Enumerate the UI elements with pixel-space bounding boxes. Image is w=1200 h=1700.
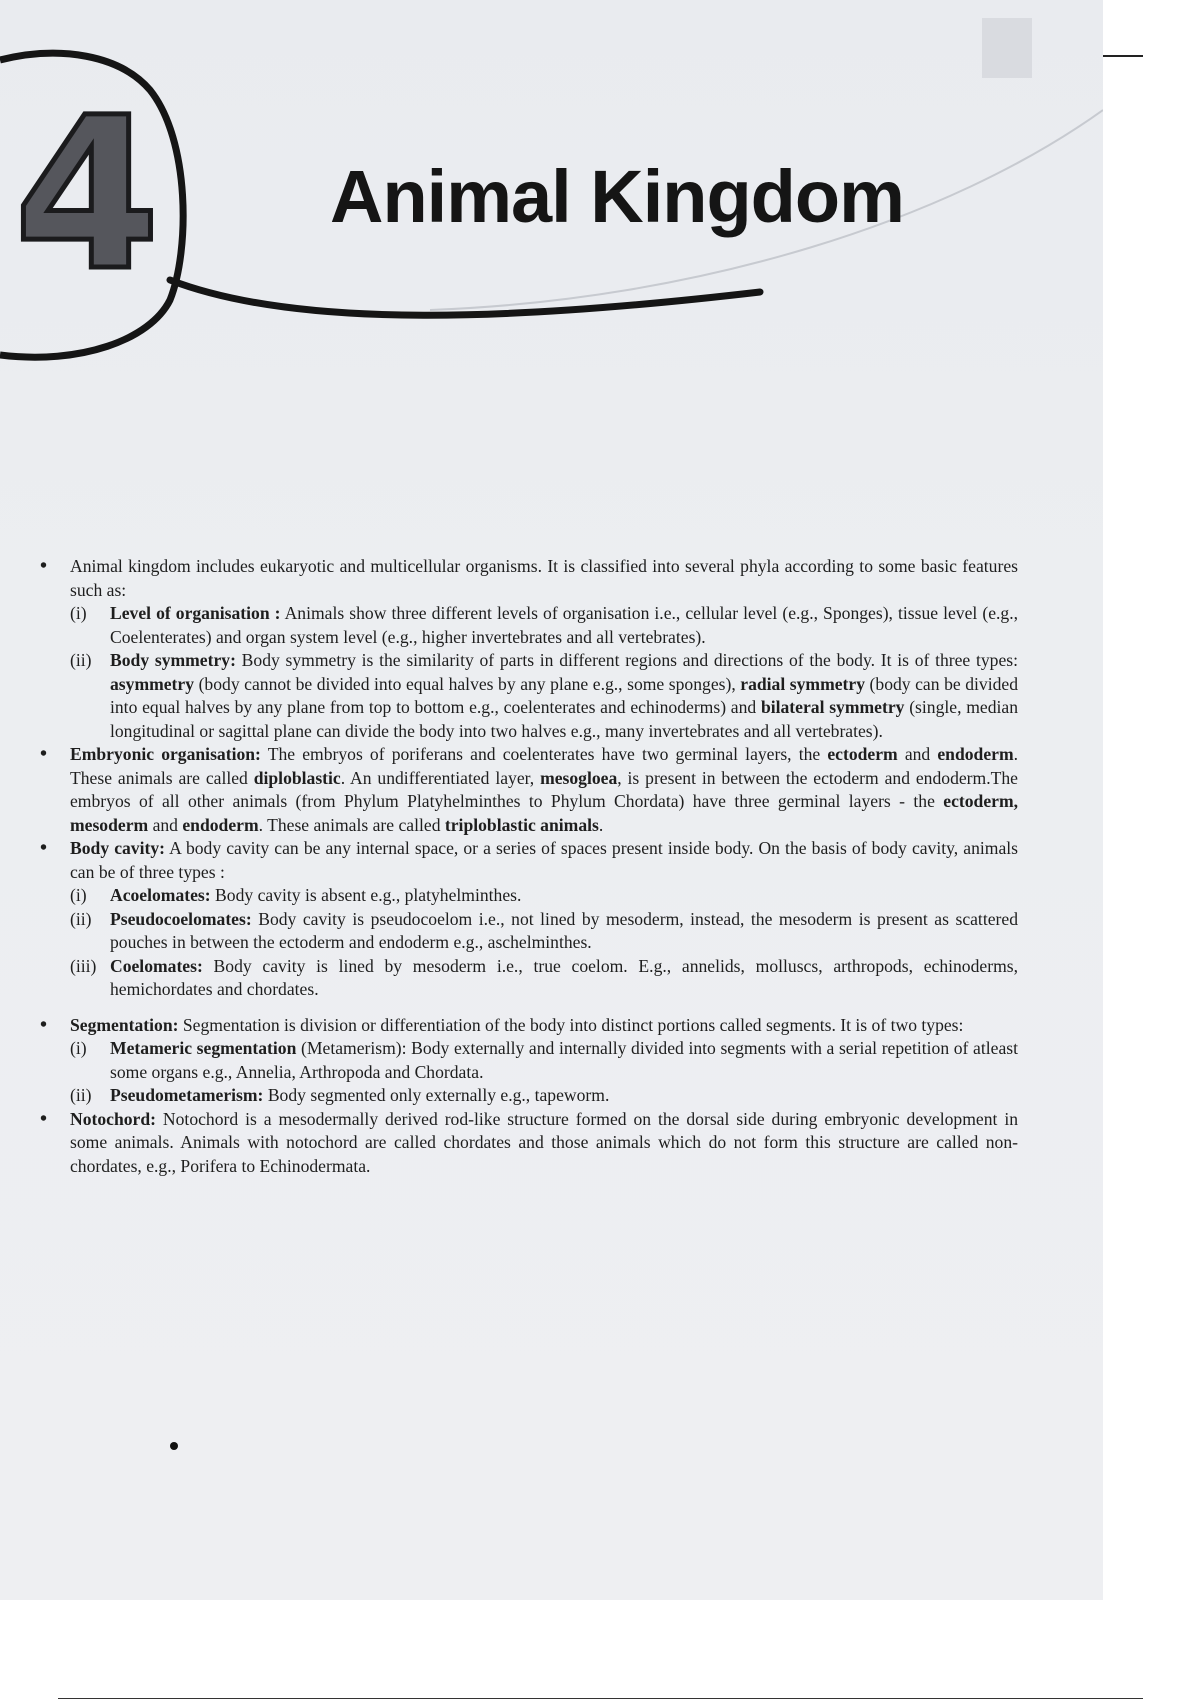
- term-embryonic-organisation: Embryonic organisation:: [70, 744, 261, 764]
- stray-ink-dot: [170, 1442, 178, 1450]
- sub-item-number: (ii): [70, 908, 92, 929]
- chapter-body: [40, 555, 1018, 1178]
- bullet-intro: [40, 555, 1018, 602]
- segmentation-text: Segmentation is division or differentiation of the body into distinct portions called segments. It is of two types:: [178, 1014, 964, 1035]
- sub-item-body-symmetry: [70, 649, 1018, 743]
- term-acoelomates: Acoelomates:: [110, 885, 211, 905]
- term-radial-symmetry: radial symmetry: [740, 673, 865, 694]
- text-coelomates: Body cavity is lined by mesoderm i.e., true coelom. E.g., annelids, molluscs, arthropods, echinoderms, hemichordates and chordates.: [110, 955, 1018, 999]
- sub-item-pseudometamerism: [70, 1084, 1018, 1108]
- bullet-notochord: [40, 1108, 1018, 1179]
- text-segment: and: [148, 814, 183, 835]
- text-segment: . These animals are called: [70, 744, 1018, 788]
- term-pseudocoelomates: Pseudocoelomates:: [110, 908, 252, 929]
- text-segment: The embryos of poriferans and coelenterates have two germinal layers, the: [260, 744, 828, 764]
- text-segment: Body symmetry is the similarity of parts in different regions and directions of the body. It is of three types:: [235, 650, 1018, 670]
- text-segment: and: [897, 744, 938, 764]
- term-body-symmetry: Body symmetry:: [110, 650, 236, 670]
- term-body-cavity: Body cavity:: [70, 838, 166, 858]
- sub-item-number: (i): [70, 1038, 87, 1058]
- sub-item-number: (i): [70, 885, 87, 905]
- sub-item-number: (i): [70, 603, 87, 623]
- notochord-text: Notochord is a mesodermally derived rod-like structure formed on the dorsal side during embryonic development in some animals. Animals with notochord are called chordates and those animals which do not form this structure are called non-chordates, e.g., Porifera to Echinodermata.: [70, 1108, 1018, 1176]
- sub-item-number: (ii): [70, 1085, 92, 1105]
- term-metameric-segmentation: Metameric segmentation: [110, 1038, 297, 1058]
- chapter-title: Animal Kingdom: [330, 155, 904, 238]
- term-endoderm: endoderm: [182, 814, 259, 835]
- bullet-segmentation: [40, 1014, 1018, 1038]
- term-bilateral-symmetry: bilateral symmetry: [760, 697, 905, 717]
- term-ectoderm: ectoderm: [827, 744, 898, 764]
- text-metameric-segmentation: (Metamerism): Body externally and internally divided into segments with a serial repetition of atleast some organs e.g., Annelia, Arthropoda and Chordata.: [110, 1038, 1018, 1082]
- sub-item-metameric-segmentation: [70, 1037, 1018, 1084]
- body-cavity-text: A body cavity can be any internal space, or a series of spaces present inside body. On the basis of body cavity, animals can be of three types :: [70, 838, 1018, 882]
- text-segment: (body cannot be divided into equal halves by any plane e.g., some sponges),: [194, 673, 741, 694]
- chapter-number: 4: [14, 72, 157, 317]
- term-pseudometamerism: Pseudometamerism:: [110, 1085, 264, 1105]
- text-level-of-organisation: Animals show three different levels of organisation i.e., cellular level (e.g., Sponges), tissue level (e.g., Coelenterates) and organ system level (e.g., higher invertebrates and all vertebrates).: [110, 603, 1018, 647]
- text-segment: . These animals are called: [258, 814, 445, 835]
- text-segment: .: [598, 814, 604, 835]
- bullet-icon: •: [40, 555, 48, 577]
- bullet-icon: •: [40, 743, 48, 765]
- sub-item-number: (iii): [70, 955, 97, 976]
- corner-tab-shape: [982, 18, 1032, 78]
- sub-item-level-of-organisation: [70, 602, 1018, 649]
- bullet-icon: •: [40, 1107, 48, 1130]
- bottom-rule: [58, 1698, 1143, 1699]
- text-segment: . An undifferentiated layer,: [340, 767, 541, 788]
- sub-item-number: (ii): [70, 650, 92, 670]
- text-pseudocoelomates: Body cavity is pseudocoelom i.e., not lined by mesoderm, instead, the mesoderm is present as scattered pouches in between the ectoderm and endoderm e.g., aschelminthes.: [110, 908, 1018, 952]
- bullet-icon: •: [40, 1013, 48, 1036]
- bullet-embryonic-organisation: [40, 743, 1018, 837]
- term-triploblastic-animals: triploblastic animals: [444, 814, 599, 835]
- text-segment: (single, median longitudinal or sagittal plane can divide the body into two halves e.g., many invertebrates and all vertebrates).: [110, 697, 1018, 741]
- term-mesogloea: mesogloea: [540, 767, 618, 788]
- text-pseudometamerism: Body segmented only externally e.g., tapeworm.: [263, 1085, 610, 1105]
- term-ectoderm-mesoderm: ectoderm, mesoderm: [70, 791, 1018, 835]
- text-segment: , is present in between the ectoderm and endoderm.The embryos of all other animals (from Phylum Platyhelminthes to Phylum Chordata) have three germinal layers - the: [70, 767, 1018, 811]
- term-notochord: Notochord:: [70, 1108, 157, 1129]
- bullet-icon: •: [40, 837, 48, 859]
- term-coelomates: Coelomates:: [110, 955, 203, 976]
- sub-item-coelomates: [70, 955, 1018, 1002]
- term-endoderm: endoderm: [937, 744, 1014, 764]
- text-segment: (body can be divided into equal halves by any plane from top to bottom e.g., coelenterates and echinoderms) and: [110, 673, 1018, 717]
- term-level-of-organisation: Level of organisation :: [110, 603, 281, 623]
- term-segmentation: Segmentation:: [70, 1014, 179, 1035]
- sub-item-acoelomates: [70, 884, 1018, 908]
- top-right-rule: [1103, 55, 1143, 57]
- intro-text: Animal kingdom includes eukaryotic and multicellular organisms. It is classified into several phyla according to some basic features such as:: [70, 556, 1018, 600]
- bullet-body-cavity: [40, 837, 1018, 884]
- term-diploblastic: diploblastic: [253, 767, 341, 788]
- text-acoelomates: Body cavity is absent e.g., platyhelminthes.: [210, 885, 522, 905]
- header-swoosh-line: [170, 280, 760, 315]
- sub-item-pseudocoelomates: [70, 908, 1018, 955]
- term-asymmetry: asymmetry: [110, 673, 195, 694]
